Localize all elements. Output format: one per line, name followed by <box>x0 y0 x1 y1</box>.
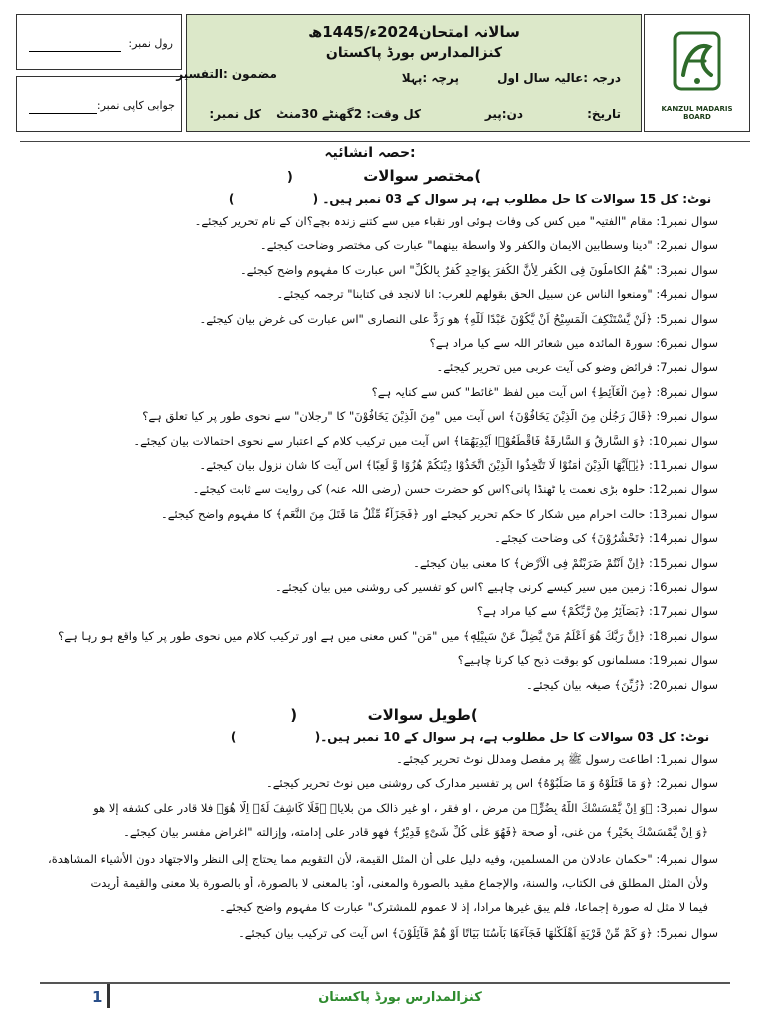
question-text: ﴿اِنَّ رَبَّكَ هُوَ اَعْلَمُ مَنْ یَّضِلُّ عَنْ سَبِیْلِهٖ﴾ میں "مَن" کس معنی میں ہے اور ترکیب کلام میں نحوی طور پر کیا واقع ہو رہا ہے؟ <box>58 628 646 643</box>
short-question-row <box>18 507 718 521</box>
question-text: ﴿وَ السَّارِقُ وَ السَّارِقَةُ فَاقْطَعُوْۤا اَیْدِیَهُمَا﴾ اس آیت میں ترکیب کلام کے اعتبار سے نحوی احتمالات بیان کیجئے۔ <box>133 433 646 448</box>
long-questions-heading: ) طویل سوالات( <box>290 706 478 724</box>
question-text: ﴿اِنْ اَنْتُمْ ضَرَبْتُمْ فِی الْاَرْضِ﴾ کا معنی بیان کیجئے۔ <box>413 555 646 570</box>
question-text: "ھُمُ الکاملُونَ فِی الکُفرِ لِأَنَّ الکُفرَ بِوَاحِدٍ کُفرٌ بِالکُلِّ" اس عبارت کا مفہوم واضح کیجئے۔ <box>239 262 653 277</box>
long-question-4: سوال نمبر4: "حکمان عادلان من المسلمین، وفیه دلیل علی أن المثل القیمة، لأن التقویم مما یحتاج إلی النظر والاجتهاد دون الأشیاء المشاهدة، <box>48 852 718 866</box>
question-text: مقام "الفتیہ" میں کس کی وفات ہوئی اور نقباء میں سے کتنے زندہ بچے؟ان کے نام تحریر کیجئے۔ <box>194 214 653 228</box>
question-number-label: سوال نمبر13: <box>649 506 718 521</box>
header-divider <box>20 141 750 142</box>
short-question-row <box>18 531 718 545</box>
answer-copy-field[interactable] <box>29 113 97 114</box>
question-text: سورۃ المائدہ میں شعائر اللہ سے کیا مراد ہے؟ <box>429 336 653 350</box>
long-title: طویل سوالات( <box>367 706 478 724</box>
question-number-label: سوال نمبر16: <box>649 580 718 594</box>
short-question-row <box>18 287 718 301</box>
short-question-row <box>18 629 718 643</box>
question-text: ﴿تَحْشُرُوْنَ﴾ کی وضاحت کیجئے۔ <box>494 531 646 546</box>
exam-title: سالانہ امتحان2024ء/1445ھ <box>308 23 520 41</box>
question-text: زمین میں سیر کیسے کرنی چاہیے ؟اس کو تفسیر کی روشنی میں بیان کیجئے۔ <box>274 580 646 594</box>
page-number: 1 <box>92 988 103 1006</box>
question-number-label: سوال نمبر5: <box>656 311 718 326</box>
long-question-2: سوال نمبر2: ﴿وَ مَا قَتَلُوْهُ وَ مَا صَلَبُوْهُ﴾ اس پر تفسیر مدارک کی روشنی میں نوٹ تحریر کیجئے۔ <box>266 776 718 790</box>
short-question-row <box>18 434 718 448</box>
short-question-row <box>18 360 718 374</box>
question-text: ﴿لَنْ یَّسْتَنْکِفَ الْمَسِیْحُ اَنْ یَّکُوْنَ عَبْدًا لِّلّٰهِ﴾ ھو رَدٌّ علی النصاری "اس عبارت کی غرض بیان کیجئے۔ <box>199 311 653 326</box>
answer-copy-label: جوابی کاپی نمبر: <box>96 99 175 112</box>
question-number-label: سوال نمبر8: <box>656 384 718 399</box>
question-text: ﴿زُیِّنَ﴾ صیغہ بیان کیجئے۔ <box>525 677 646 692</box>
footer-board-name: کنزالمدارس بورڈ پاکستان <box>318 990 482 1005</box>
question-number-label: سوال نمبر3: <box>656 262 718 277</box>
long-question-3: سوال نمبر3: ﴿وَ اِنْ یَّمْسَسْكَ اللّٰهُ بِضُرٍّ﴾ من مرض ، او فقر ، او غیر ذالک من بلایاہ ﴿فَلَا كَاشِفَ لَهٗۤ اِلَّا هُوَ﴾ فلا قادر علی کشفه إلا هو <box>93 801 718 815</box>
subject-label: مضمون :التفسیر <box>176 67 277 81</box>
question-text: حالت احرام میں شکار کا حکم تحریر کیجئے اور ﴿فَجَزَآءٌ مِّثْلُ مَا قَتَلَ مِنَ النَّعَمِ﴾ کا مفہوم واضح کیجئے۔ <box>160 506 646 521</box>
question-text: مسلمانوں کو بوقت ذبح کیا کرنا چاہیے؟ <box>457 653 646 668</box>
board-logo <box>644 14 750 132</box>
date-label: تاریخ: <box>587 107 621 121</box>
question-number-label: سوال نمبر4: <box>656 287 718 302</box>
short-title: مختصر سوالات( <box>363 167 482 185</box>
paper-label: پرچہ :پہلا <box>401 71 459 85</box>
question-number-label: سوال نمبر7: <box>656 360 718 375</box>
long-question-5: سوال نمبر5: ﴿وَ كَمْ مِّنْ قَرْیَةٍ اَهْلَكْنٰهَا فَجَآءَهَا بَاْسُنَا بَیَاتًا اَوْ هُمْ قَآئِلُوْنَ﴾ اس آیت کی ترکیب بیان کیجئے۔ <box>238 926 718 940</box>
question-number-label: سوال نمبر15: <box>649 555 718 570</box>
question-text: ﴿بَصَآئِرُ مِنْ رَّبِّكُمْ﴾ سے کیا مراد ہے؟ <box>476 604 646 619</box>
board-logo-icon <box>673 31 721 91</box>
question-number-label: سوال نمبر17: <box>649 604 718 619</box>
long-question-4-continued: ولأن المثل المطلق فی الکتاب، والسنة، والإجماع مقید بالصورة والمعنی، أو: بالمعنی لا بالصورة، أو بالصورة بلا معنی والقیمة أریدت <box>90 876 708 890</box>
short-question-row <box>18 385 718 399</box>
board-name: کنزالمدارس بورڈ پاکستان <box>325 45 503 61</box>
logo-caption: KANZUL MADARIS BOARD <box>661 105 733 121</box>
short-question-row <box>18 409 718 423</box>
question-number-label: سوال نمبر12: <box>649 482 718 497</box>
short-question-row <box>18 312 718 326</box>
question-number-label: سوال نمبر10: <box>649 433 718 448</box>
question-text: "ومنعوا الناس عن سبیل الحق بقولهم للعرب: انا لانجد فی کتابنا" ترجمہ کیجئے۔ <box>276 287 653 302</box>
long-question-1: سوال نمبر1: اطاعت رسول ﷺ پر مفصل ومدلل نوٹ تحریر کیجئے۔ <box>396 752 718 766</box>
exam-info-panel <box>176 14 642 132</box>
short-question-row <box>18 580 718 594</box>
question-number-label: سوال نمبر18: <box>649 628 718 643</box>
total-marks-label: کل نمبر: <box>209 107 261 121</box>
roll-number-box <box>16 14 182 70</box>
answer-copy-box <box>16 76 182 132</box>
question-number-label: سوال نمبر6: <box>656 336 718 350</box>
long-question-3-continued: ﴿وَ اِنْ یَّمْسَسْكَ بِخَیْرٍ﴾ من غنی، أو صحة ﴿فَهُوَ عَلٰى كُلِّ شَیْءٍ قَدِیْرٌ﴾ فهو قادر علی إدامته، وإزالته "اغراض مفسر بیان کیجئے۔ <box>123 825 708 839</box>
long-question-4-continued-2: فیما لا مثل له صورة إجماعا، فلم یبق غیرها مرادا، إذ لا عموم للمشترک" عبارت کا مفہوم واضح کیجئے۔ <box>219 900 708 914</box>
short-question-row <box>18 458 718 472</box>
question-text: ﴿قَالَ رَجُلٰنِ مِنَ الَّذِیْنَ یَخَافُوْنَ﴾ اس آیت میں "مِنَ الَّذِیْنَ یَخَافُوْنَ" کا "رجلان" سے نحوی طور پر کیا تعلق ہے؟ <box>142 409 653 424</box>
short-question-row <box>18 653 718 667</box>
short-question-row <box>18 556 718 570</box>
short-question-row <box>18 604 718 618</box>
short-question-row <box>18 263 718 277</box>
question-number-label: سوال نمبر11: <box>649 458 718 472</box>
question-text: "دینا وسطابین الایمان والکفر ولا واسطة بینهما" عبارت کی مختصر وضاحت کیجئے۔ <box>259 238 653 253</box>
long-note: نوٹ: کل 03 سوالات کا حل مطلوب ہے، ہر سوال کے 10 نمبر ہیں۔( ) <box>230 730 710 744</box>
short-note: نوٹ: کل 15 سوالات کا حل مطلوب ہے، ہر سوال کے 03 نمبر ہیں۔ ( ) <box>228 192 712 206</box>
roll-number-label: رول نمبر: <box>128 37 173 50</box>
day-label: دن:پیر <box>484 107 523 121</box>
question-number-label: سوال نمبر1: <box>656 214 718 228</box>
short-question-row <box>18 336 718 350</box>
question-number-label: سوال نمبر9: <box>656 409 718 424</box>
question-number-label: سوال نمبر2: <box>656 238 718 253</box>
roll-number-field[interactable] <box>29 51 121 52</box>
short-question-row <box>18 214 718 228</box>
short-question-row <box>18 238 718 252</box>
question-text: ﴿یٰۤاَیُّهَا الَّذِیْنَ اٰمَنُوْا لَا تَتَّخِذُوا الَّذِیْنَ اتَّخَذُوْا دِیْنَكُمْ هُزُوًا وَّ لَعِبًا﴾ اس آیت کا شان نزول بیان کیجئے۔ <box>199 458 646 472</box>
question-number-label: سوال نمبر20: <box>649 677 718 692</box>
footer-divider <box>40 982 730 984</box>
short-question-row <box>18 678 718 692</box>
question-text: حلوہ بڑی نعمت یا ٹھنڈا پانی؟اس کو حضرت حسن (رضی اللہ عنہ) کی روایت سے ثابت کیجئے۔ <box>192 482 646 497</box>
exam-header <box>16 14 750 132</box>
page-number-separator <box>107 984 110 1008</box>
question-text: فرائض وضو کی آیت عربی میں تحریر کیجئے۔ <box>436 360 653 375</box>
short-question-row <box>18 482 718 496</box>
question-number-label: سوال نمبر19: <box>649 653 718 668</box>
short-questions-heading: ) مختصر سوالات( <box>286 167 482 185</box>
question-text: ﴿مِنَ الْغَآئِطِ﴾ اس آیت میں لفظ "غائط" کس سے کنایہ ہے؟ <box>371 384 653 399</box>
question-number-label: سوال نمبر14: <box>649 531 718 546</box>
total-time-label: کل وقت: 2گھنٹے 30منٹ <box>276 107 421 121</box>
grade-label: درجہ :عالیہ سال اول <box>497 71 621 85</box>
section-title: حصہ انشائیہ: <box>324 145 416 161</box>
